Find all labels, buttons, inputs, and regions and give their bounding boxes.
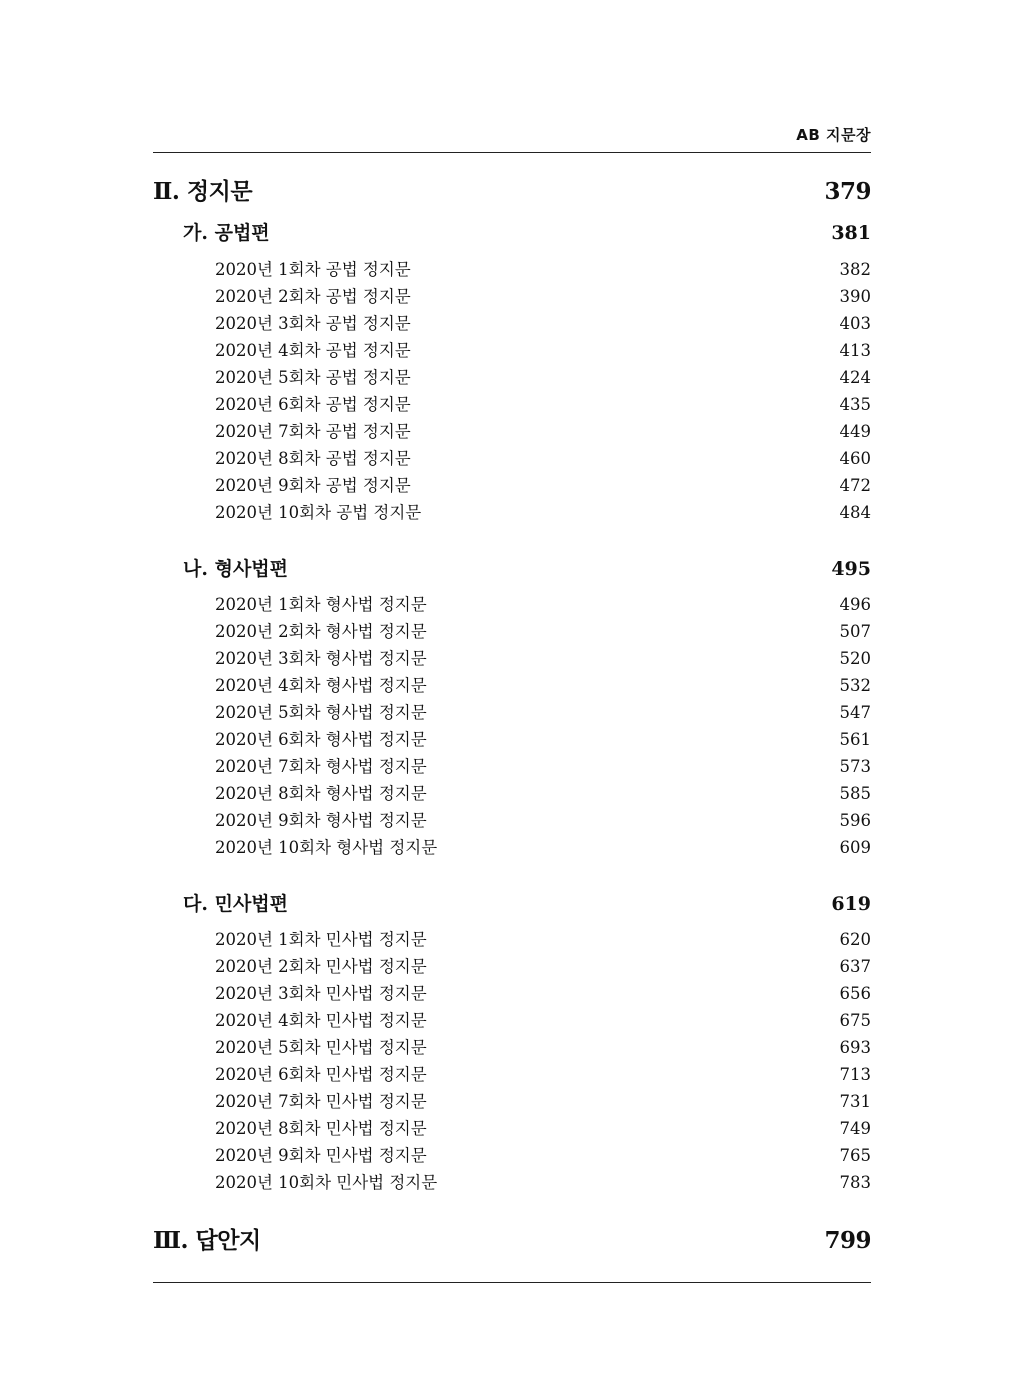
entry-page-number: 424 — [839, 368, 871, 387]
part-page-number: 379 — [824, 178, 871, 205]
toc-entry[interactable] — [153, 780, 871, 804]
entry-title: 2020년 3회차 민사법 정지문 — [215, 984, 427, 1003]
section-page-number: 381 — [831, 222, 871, 244]
entry-page-number: 547 — [839, 703, 871, 722]
toc-part-heading[interactable] — [153, 173, 871, 206]
toc-part-heading[interactable] — [153, 1222, 871, 1255]
entry-page-number: 382 — [839, 260, 871, 279]
entry-page-number: 484 — [839, 503, 871, 522]
entry-title: 2020년 3회차 형사법 정지문 — [215, 649, 427, 668]
toc-section-heading[interactable] — [153, 889, 871, 916]
entry-title: 2020년 3회차 공법 정지문 — [215, 314, 411, 333]
entry-title: 2020년 1회차 민사법 정지문 — [215, 930, 427, 949]
toc-entry[interactable] — [153, 283, 871, 307]
entry-page-number: 596 — [839, 811, 871, 830]
section-page-number: 619 — [831, 893, 871, 915]
entry-title: 2020년 5회차 공법 정지문 — [215, 368, 411, 387]
entry-page-number: 637 — [839, 957, 871, 976]
entry-page-number: 675 — [839, 1011, 871, 1030]
toc-entry[interactable] — [153, 445, 871, 469]
toc-entry[interactable] — [153, 1088, 871, 1112]
entry-title: 2020년 5회차 형사법 정지문 — [215, 703, 427, 722]
entry-title: 2020년 8회차 형사법 정지문 — [215, 784, 427, 803]
entry-page-number: 472 — [839, 476, 871, 495]
toc-entry[interactable] — [153, 1034, 871, 1058]
entry-page-number: 731 — [839, 1092, 871, 1111]
toc-entry[interactable] — [153, 618, 871, 642]
entry-page-number: 532 — [839, 676, 871, 695]
entry-page-number: 561 — [839, 730, 871, 749]
entry-title: 2020년 8회차 민사법 정지문 — [215, 1119, 427, 1138]
toc-entry[interactable] — [153, 591, 871, 615]
toc-entry[interactable] — [153, 645, 871, 669]
toc-section-heading[interactable] — [153, 554, 871, 581]
toc-entry[interactable] — [153, 807, 871, 831]
entry-page-number: 390 — [839, 287, 871, 306]
entry-title: 2020년 10회차 공법 정지문 — [215, 503, 422, 522]
entry-page-number: 460 — [839, 449, 871, 468]
toc-entry[interactable] — [153, 672, 871, 696]
entry-title: 2020년 9회차 민사법 정지문 — [215, 1146, 427, 1165]
entry-page-number: 520 — [839, 649, 871, 668]
entry-page-number: 620 — [839, 930, 871, 949]
part-title: Ⅲ. 답안지 — [153, 1227, 261, 1254]
entry-title: 2020년 4회차 공법 정지문 — [215, 341, 411, 360]
toc-page — [153, 0, 871, 1382]
entry-page-number: 573 — [839, 757, 871, 776]
toc-entry[interactable] — [153, 364, 871, 388]
toc-entry[interactable] — [153, 699, 871, 723]
entry-title: 2020년 10회차 민사법 정지문 — [215, 1173, 438, 1192]
toc-entry[interactable] — [153, 1115, 871, 1139]
entry-title: 2020년 2회차 공법 정지문 — [215, 287, 411, 306]
entry-title: 2020년 1회차 공법 정지문 — [215, 260, 411, 279]
entry-page-number: 449 — [839, 422, 871, 441]
entry-page-number: 496 — [839, 595, 871, 614]
entry-page-number: 693 — [839, 1038, 871, 1057]
toc-entry[interactable] — [153, 472, 871, 496]
entry-title: 2020년 2회차 형사법 정지문 — [215, 622, 427, 641]
entry-title: 2020년 7회차 민사법 정지문 — [215, 1092, 427, 1111]
entry-page-number: 585 — [839, 784, 871, 803]
entry-title: 2020년 2회차 민사법 정지문 — [215, 957, 427, 976]
entry-title: 2020년 9회차 형사법 정지문 — [215, 811, 427, 830]
toc-entry[interactable] — [153, 310, 871, 334]
entry-title: 2020년 8회차 공법 정지문 — [215, 449, 411, 468]
header-rule — [153, 152, 871, 153]
entry-title: 2020년 7회차 형사법 정지문 — [215, 757, 427, 776]
entry-title: 2020년 1회차 형사법 정지문 — [215, 595, 427, 614]
entry-page-number: 749 — [839, 1119, 871, 1138]
toc-entry[interactable] — [153, 926, 871, 950]
section-title: 가. 공법편 — [183, 222, 270, 244]
entry-title: 2020년 5회차 민사법 정지문 — [215, 1038, 427, 1057]
toc-entry[interactable] — [153, 834, 871, 858]
part-title: Ⅱ. 정지문 — [153, 178, 253, 205]
entry-page-number: 656 — [839, 984, 871, 1003]
toc-section-heading[interactable] — [153, 218, 871, 245]
toc-entry[interactable] — [153, 953, 871, 977]
section-title: 다. 민사법편 — [183, 893, 288, 915]
toc-entry[interactable] — [153, 1142, 871, 1166]
footer-rule — [153, 1282, 871, 1283]
toc-entry[interactable] — [153, 256, 871, 280]
toc-entry[interactable] — [153, 391, 871, 415]
entry-page-number: 413 — [839, 341, 871, 360]
toc-entry[interactable] — [153, 337, 871, 361]
entry-title: 2020년 10회차 형사법 정지문 — [215, 838, 438, 857]
entry-title: 2020년 9회차 공법 정지문 — [215, 476, 411, 495]
entry-page-number: 507 — [839, 622, 871, 641]
toc-entry[interactable] — [153, 753, 871, 777]
section-page-number: 495 — [831, 558, 871, 580]
toc-entry[interactable] — [153, 980, 871, 1004]
entry-title: 2020년 7회차 공법 정지문 — [215, 422, 411, 441]
toc-entry[interactable] — [153, 1061, 871, 1085]
entry-title: 2020년 4회차 형사법 정지문 — [215, 676, 427, 695]
entry-page-number: 713 — [839, 1065, 871, 1084]
running-header: AB 지문장 — [796, 126, 871, 144]
toc-entry[interactable] — [153, 1007, 871, 1031]
part-page-number: 799 — [824, 1227, 871, 1254]
toc-entry[interactable] — [153, 418, 871, 442]
entry-title: 2020년 6회차 공법 정지문 — [215, 395, 411, 414]
entry-page-number: 783 — [839, 1173, 871, 1192]
entry-title: 2020년 6회차 형사법 정지문 — [215, 730, 427, 749]
toc-entry[interactable] — [153, 726, 871, 750]
entry-page-number: 765 — [839, 1146, 871, 1165]
entry-page-number: 609 — [839, 838, 871, 857]
entry-title: 2020년 6회차 민사법 정지문 — [215, 1065, 427, 1084]
entry-page-number: 403 — [839, 314, 871, 333]
section-title: 나. 형사법편 — [183, 558, 288, 580]
entry-page-number: 435 — [839, 395, 871, 414]
entry-title: 2020년 4회차 민사법 정지문 — [215, 1011, 427, 1030]
toc-entry[interactable] — [153, 1169, 871, 1193]
toc-entry[interactable] — [153, 499, 871, 523]
